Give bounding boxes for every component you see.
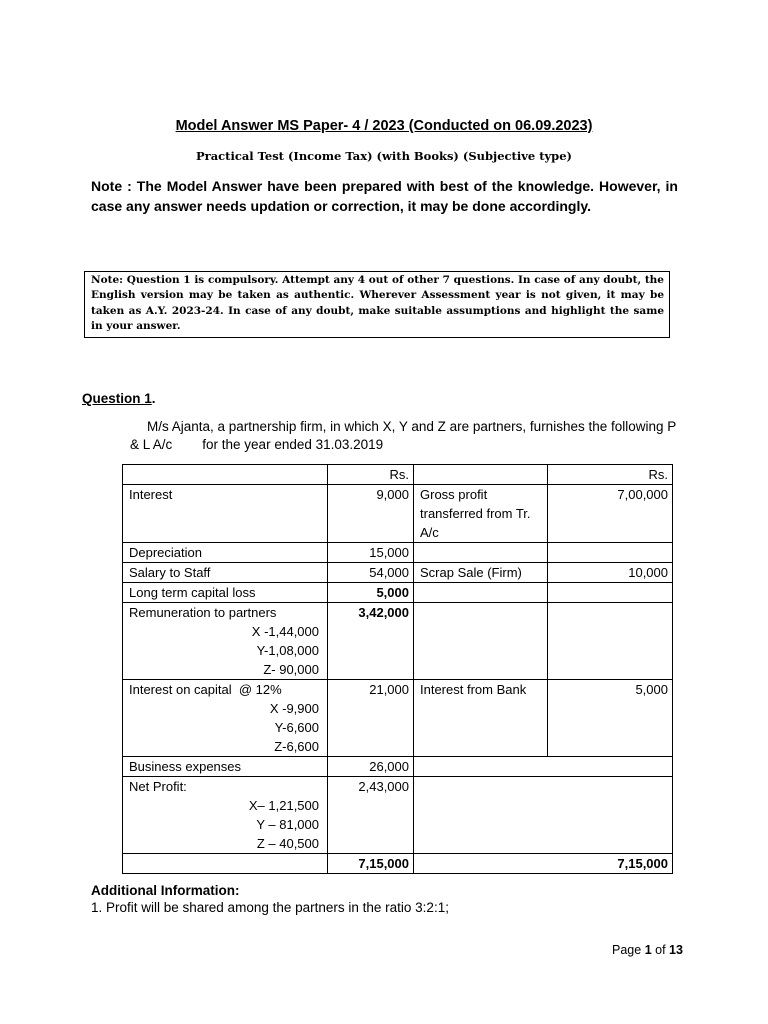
table-row	[123, 854, 673, 874]
interest-capital-amount: 21,000	[328, 680, 414, 757]
page-word: Page	[612, 943, 642, 957]
currency-header-left: Rs.	[328, 465, 414, 485]
depreciation-amount: 15,000	[328, 543, 414, 563]
net-profit-label: Net Profit:	[129, 779, 187, 794]
ltcl-amount: 5,000	[328, 583, 414, 603]
net-profit-amount: 2,43,000	[328, 777, 414, 854]
table-cell	[414, 465, 548, 485]
scrap-sale-amount: 10,000	[548, 563, 673, 583]
table-row	[123, 777, 673, 854]
net-profit-z: Z – 40,500	[256, 836, 319, 851]
depreciation-label: Depreciation	[123, 543, 328, 563]
business-expenses-amount: 26,000	[328, 757, 414, 777]
question-heading-suffix: .	[151, 391, 156, 406]
intro-line-2	[130, 436, 687, 454]
table-cell	[414, 777, 673, 854]
ltcl-label: Long term capital loss	[123, 583, 328, 603]
table-cell	[548, 543, 673, 563]
table-cell	[414, 583, 548, 603]
table-cell	[414, 757, 673, 777]
intro-line-2b: for the year ended 31.03.2019	[202, 437, 384, 452]
table-row	[123, 465, 673, 485]
interest-label: Interest	[123, 485, 328, 543]
remuneration-amount: 3,42,000	[328, 603, 414, 680]
currency-header-right: Rs.	[548, 465, 673, 485]
instructions-box: Note: Question 1 is compulsory. Attempt any 4 out of other 7 questions. In case of any doubt, the English version may be taken as authentic. Wherever Assessment year is not given, it may be taken as A.Y. 2023-24. In case of any doubt, make suitable assumptions and highlight the same in your answer.	[84, 271, 670, 338]
interest-capital-y: Y-6,600	[274, 720, 319, 735]
gross-profit-label: Gross profit transferred from Tr. A/c	[414, 485, 548, 543]
table-cell	[548, 583, 673, 603]
remuneration-z: Z- 90,000	[263, 662, 319, 677]
table-row	[123, 563, 673, 583]
interest-bank-amount: 5,000	[548, 680, 673, 757]
interest-capital-cell	[123, 680, 328, 757]
page-current: 1	[644, 943, 652, 957]
page-footer	[612, 943, 683, 957]
salary-amount: 54,000	[328, 563, 414, 583]
table-cell	[548, 603, 673, 680]
table-cell	[414, 603, 548, 680]
interest-capital-label: Interest on capital @ 12%	[129, 682, 282, 697]
document-title: Model Answer MS Paper- 4 / 2023 (Conducted on 06.09.2023)	[175, 118, 593, 134]
table-row	[123, 757, 673, 777]
net-profit-y: Y – 81,000	[256, 817, 319, 832]
table-row	[123, 680, 673, 757]
remuneration-x: X -1,44,000	[251, 624, 319, 639]
intro-line-1: M/s Ajanta, a partnership firm, in which X, Y and Z are partners, furnishes the following P	[147, 419, 677, 434]
remuneration-label: Remuneration to partners	[129, 605, 277, 620]
page-total: 13	[669, 943, 683, 957]
question-heading	[82, 391, 156, 406]
note-paragraph: Note : The Model Answer have been prepared with best of the knowledge. However, in case any answer needs updation or correction, it may be done accordingly.	[91, 178, 678, 214]
table-row	[123, 583, 673, 603]
gross-profit-amount: 7,00,000	[548, 485, 673, 543]
total-left: 7,15,000	[328, 854, 414, 874]
of-word: of	[655, 943, 666, 957]
net-profit-x: X– 1,21,500	[248, 798, 319, 813]
remuneration-y: Y-1,08,000	[256, 643, 319, 658]
interest-capital-z: Z-6,600	[274, 739, 319, 754]
question-intro	[130, 418, 687, 454]
business-expenses-label: Business expenses	[123, 757, 328, 777]
profit-loss-table	[122, 464, 673, 874]
document-subtitle: Practical Test (Income Tax) (with Books) (Subjective type)	[195, 149, 572, 163]
table-cell	[123, 465, 328, 485]
table-row	[123, 543, 673, 563]
additional-info-heading: Additional Information:	[91, 883, 240, 898]
interest-amount: 9,000	[328, 485, 414, 543]
interest-bank-label: Interest from Bank	[414, 680, 548, 757]
total-right: 7,15,000	[414, 854, 673, 874]
additional-info-item-1: 1. Profit will be shared among the partners in the ratio 3:2:1;	[91, 900, 449, 915]
interest-capital-x: X -9,900	[269, 701, 319, 716]
table-row	[123, 603, 673, 680]
intro-line-2a: & L A/c	[130, 437, 173, 452]
table-cell	[414, 543, 548, 563]
salary-label: Salary to Staff	[123, 563, 328, 583]
table-cell	[123, 854, 328, 874]
question-heading-text: Question 1	[82, 391, 152, 406]
remuneration-cell	[123, 603, 328, 680]
net-profit-cell	[123, 777, 328, 854]
scrap-sale-label: Scrap Sale (Firm)	[414, 563, 548, 583]
table-row	[123, 485, 673, 543]
